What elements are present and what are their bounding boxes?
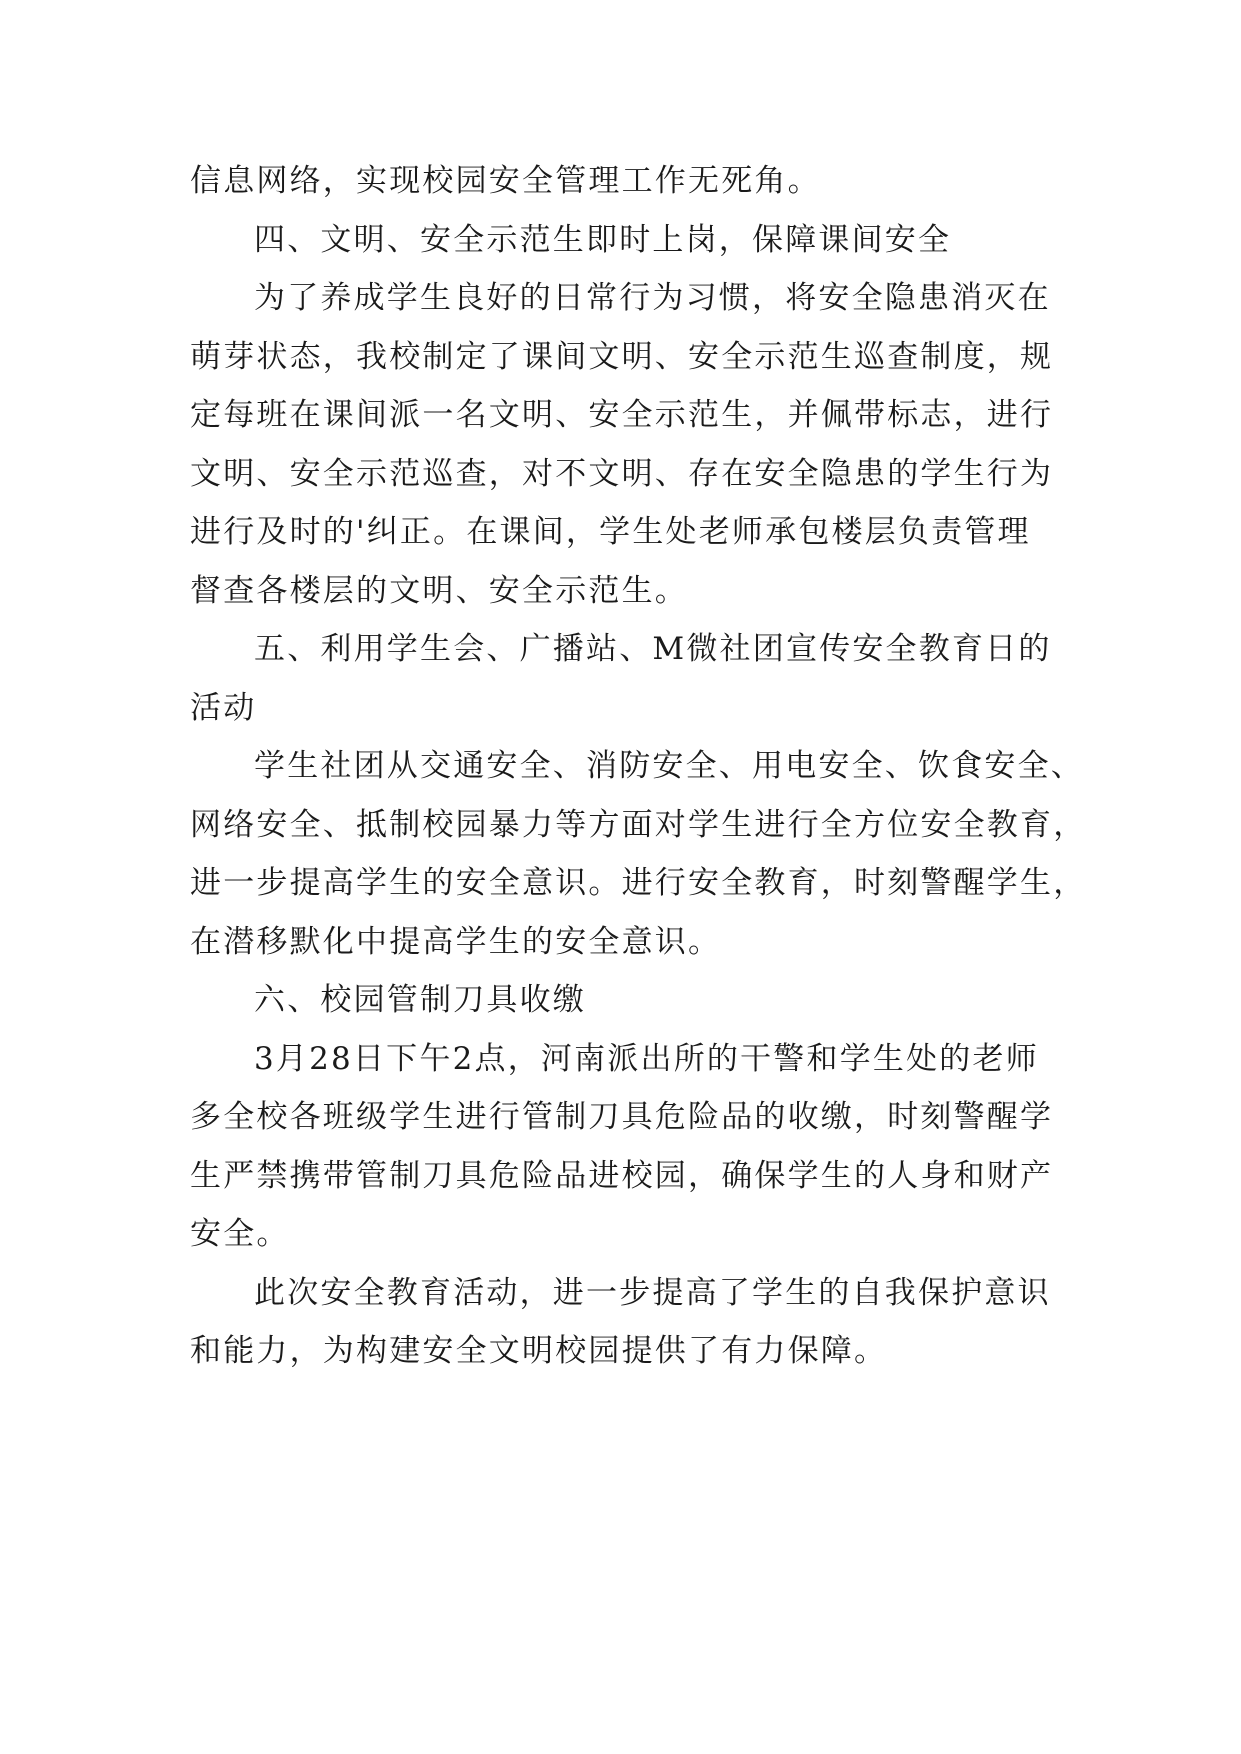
text-line: 多全校各班级学生进行管制刀具危险品的收缴，时刻警醒学	[190, 1099, 1054, 1135]
text-line: 进一步提高学生的安全意识。进行安全教育，时刻警醒学生，	[190, 865, 1087, 901]
text-line: 此次安全教育活动，进一步提高了学生的自我保护意识	[254, 1274, 1051, 1311]
text-line: 和能力，为构建安全文明校园提供了有力保障。	[190, 1333, 888, 1369]
text-line: 学生社团从交通安全、消防安全、用电安全、饮食安全、	[254, 748, 1084, 784]
text-line: 信息网络，实现校园安全管理工作无死角。	[190, 163, 821, 199]
text-line: 安全。	[190, 1216, 290, 1252]
document-body	[190, 152, 1087, 1381]
text-line: 定每班在课间派一名文明、安全示范生，并佩带标志，进行	[190, 397, 1054, 433]
text-line: 文明、安全示范巡查，对不文明、存在安全隐患的学生行为	[190, 455, 1054, 492]
text-line: 网络安全、抵制校园暴力等方面对学生进行全方位安全教育，	[190, 806, 1087, 843]
text-line: 3月28日下午2点，河南派出所的干警和学生处的老师	[254, 1040, 1039, 1077]
text-line: 督查各楼层的文明、安全示范生。	[190, 572, 688, 609]
text-line: 为了养成学生良好的日常行为习惯，将安全隐患消灭在	[254, 280, 1051, 316]
section-heading: 六、校园管制刀具收缴	[254, 982, 586, 1018]
section-heading-continued: 活动	[190, 689, 257, 726]
text-line: 进行及时的'纠正。在课间，学生处老师承包楼层负责管理	[190, 514, 1031, 550]
section-heading: 五、利用学生会、广播站、M微社团宣传安全教育日的	[254, 631, 1052, 667]
text-line: 生严禁携带管制刀具危险品进校园，确保学生的人身和财产	[190, 1157, 1054, 1194]
section-heading: 四、文明、安全示范生即时上岗，保障课间安全	[254, 221, 952, 258]
text-line: 在潜移默化中提高学生的安全意识。	[190, 923, 722, 960]
text-line: 萌芽状态，我校制定了课间文明、安全示范生巡查制度，规	[190, 338, 1054, 375]
